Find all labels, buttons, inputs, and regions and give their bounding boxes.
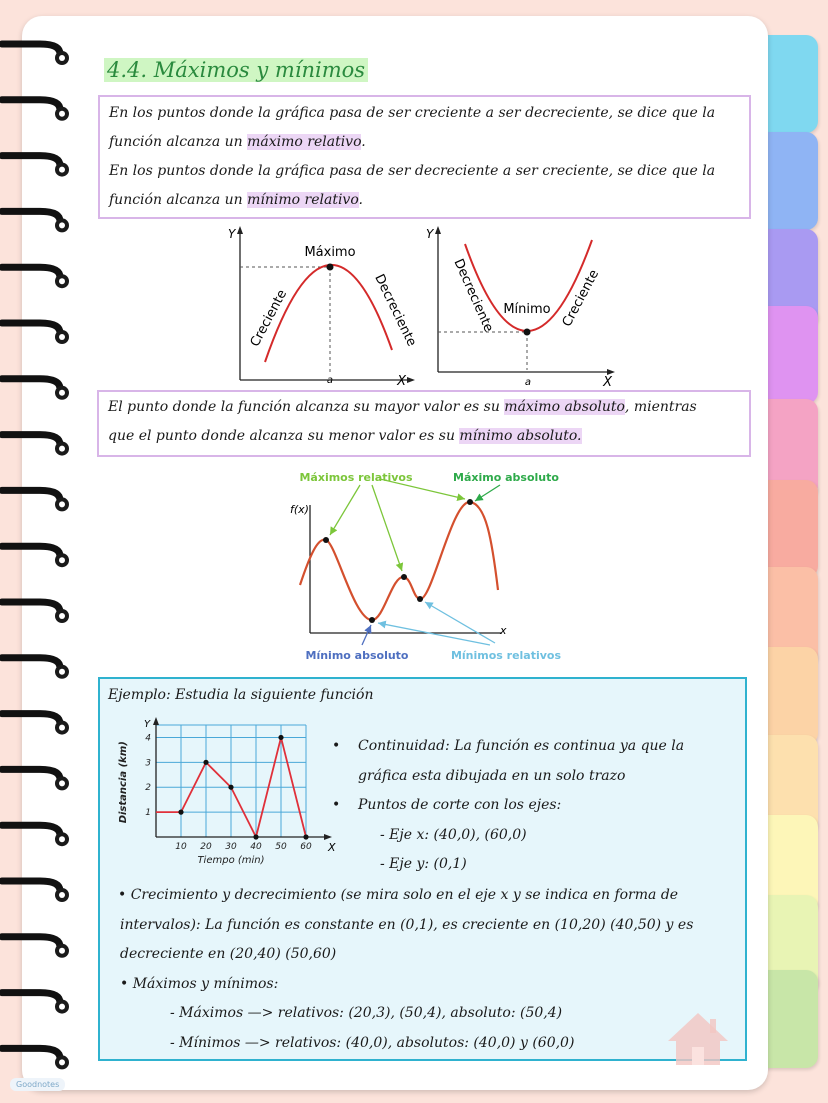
graph2-x-label: X	[603, 375, 612, 390]
x-tick-label: 20	[200, 842, 212, 852]
spiral-ring	[2, 881, 69, 902]
spiral-ring	[2, 937, 69, 958]
spiral-ring	[2, 44, 69, 65]
x-axis-arrow	[324, 834, 332, 840]
graph1-y-label: Y	[228, 227, 236, 241]
spiral-ring	[2, 546, 69, 567]
page-title: 4.4. Máximos y mínimos	[104, 58, 368, 82]
spiral-ring	[2, 267, 69, 288]
bullet-1: •	[332, 738, 341, 754]
maxima-line: - Máximos —> relativos: (20,3), (50,4), absoluto: (50,4)	[170, 1005, 563, 1021]
spiral-ring	[2, 490, 69, 511]
graph1-left-label: Creciente	[247, 287, 291, 350]
definition-box-absolute: El punto donde la función alcanza su mayor valor es su máximo absoluto, mientras que el punto donde alcanza su menor valor es su mínimo absoluto.	[97, 390, 751, 457]
graph2-y-label: Y	[426, 227, 434, 241]
growth-line-3: decreciente en (20,40) (50,60)	[120, 946, 337, 962]
spiral-ring	[2, 156, 69, 177]
graph3-x-label: x	[500, 624, 507, 637]
y-tick-label: 4	[145, 733, 151, 744]
spiral-ring	[2, 323, 69, 344]
spiral-ring	[2, 435, 69, 456]
x-tick-label: 50	[275, 842, 287, 852]
extrema-heading: • Máximos y mínimos:	[120, 976, 279, 992]
data-point	[203, 760, 208, 765]
relative-absolute-diagram	[280, 465, 570, 665]
bullet-2: •	[332, 797, 341, 813]
chart-y-label: Distancia (km)	[118, 741, 129, 824]
x-tick-label: 60	[300, 842, 312, 852]
spiral-binding	[0, 30, 80, 1090]
y-tick-label: 1	[145, 808, 151, 819]
minima-line: - Mínimos —> relativos: (40,0), absolutos: (40,0) y (60,0)	[170, 1035, 575, 1051]
graph-minimum	[426, 226, 615, 390]
chart-y-letter: Y	[144, 719, 151, 730]
max-min-diagrams	[220, 222, 630, 390]
data-point	[253, 834, 258, 839]
data-point	[303, 834, 308, 839]
intercept-y: - Eje y: (0,1)	[380, 856, 467, 872]
graph3-fx-label: f(x)	[290, 503, 309, 516]
max-absolute-label: Máximo absoluto	[453, 471, 559, 484]
spiral-ring	[2, 658, 69, 679]
spiral-ring	[2, 769, 69, 790]
spiral-ring	[2, 714, 69, 735]
spiral-ring	[2, 379, 69, 400]
chart-x-label: Tiempo (min)	[197, 855, 265, 866]
data-point	[278, 735, 283, 740]
home-icon[interactable]	[666, 1011, 730, 1067]
spiral-ring	[2, 1048, 69, 1069]
min-absolute-label: Mínimo absoluto	[305, 649, 409, 662]
min-relative-label: Mínimos relativos	[450, 649, 562, 662]
graph1-a-label: a	[326, 375, 334, 386]
data-point	[178, 810, 183, 815]
chart-x-letter: X	[328, 841, 336, 854]
graph2-point-label: Mínimo	[503, 302, 551, 317]
graph1-point-label: Máximo	[304, 245, 356, 260]
example-chart	[114, 717, 336, 877]
graph1-right-label: Decreciente	[371, 271, 420, 349]
continuity-line-1: Continuidad: La función es continua ya que la	[358, 738, 685, 754]
intercepts-heading: Puntos de corte con los ejes:	[358, 797, 562, 813]
y-axis-arrow	[153, 717, 159, 725]
growth-line-1: • Crecimiento y decrecimiento (se mira solo en el eje x y se indica en forma de	[118, 887, 679, 903]
graph1-x-label: X	[397, 374, 406, 389]
goodnotes-watermark: Goodnotes	[10, 1078, 65, 1091]
y-tick-label: 3	[145, 758, 151, 769]
growth-line-2: intervalos): La función es constante en (0,1), es creciente en (10,20) (40,50) y es	[120, 917, 694, 933]
definition-box-relative: En los puntos donde la gráfica pasa de ser creciente a ser decreciente, se dice que la función alcanza un máximo relativo. En los puntos donde la gráfica pasa de ser decreciente a ser creciente, se dice que la función alcanza un mínimo relativo.	[98, 95, 751, 219]
graph-maximum	[228, 226, 419, 389]
spiral-ring	[2, 211, 69, 232]
example-box	[98, 677, 747, 1061]
continuity-line-2: gráfica esta dibujada en un solo trazo	[358, 768, 626, 784]
spiral-ring	[2, 100, 69, 121]
x-tick-label: 30	[225, 842, 237, 852]
spiral-ring	[2, 602, 69, 623]
data-point	[228, 785, 233, 790]
spiral-ring	[2, 993, 69, 1014]
y-tick-label: 2	[145, 783, 151, 794]
max-relative-label: Máximos relativos	[299, 471, 413, 484]
x-tick-label: 40	[250, 842, 262, 852]
example-heading: Ejemplo: Estudia la siguiente función	[108, 687, 374, 703]
graph2-a-label: a	[524, 377, 532, 388]
spiral-ring	[2, 825, 69, 846]
graph2-left-label: Decreciente	[450, 256, 496, 335]
intercept-x: - Eje x: (40,0), (60,0)	[380, 827, 527, 843]
graph2-right-label: Creciente	[559, 267, 603, 330]
x-tick-label: 10	[175, 842, 187, 852]
